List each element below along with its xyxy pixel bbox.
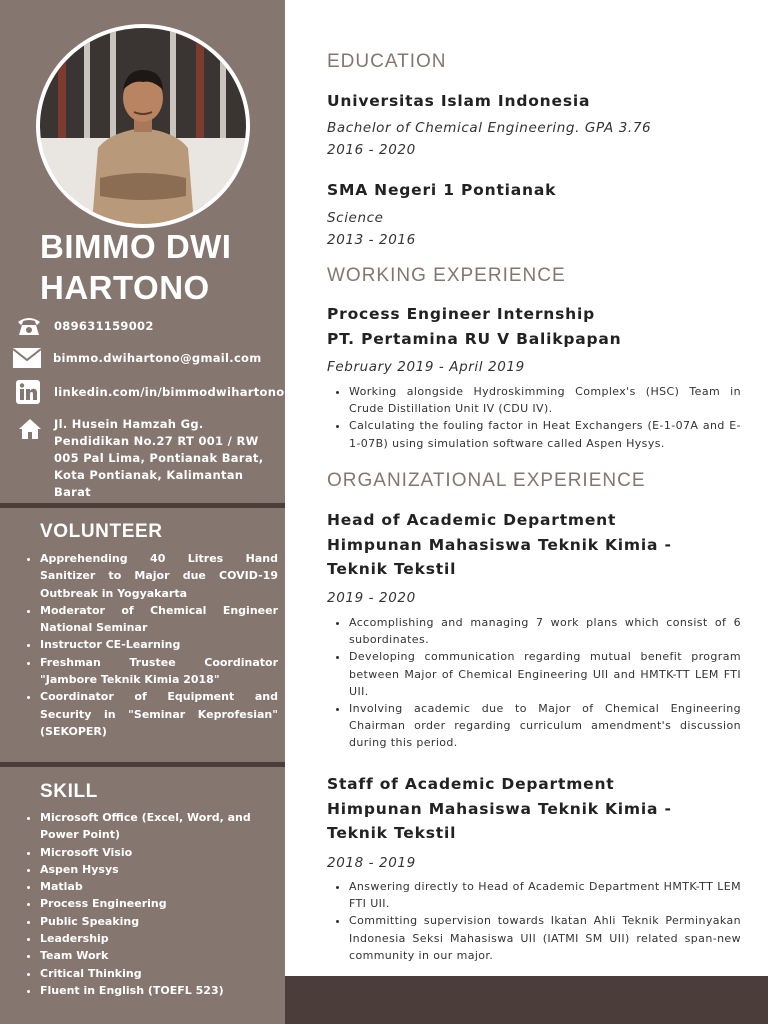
name-line-1: BIMMO DWI — [40, 228, 232, 265]
education-years: 2016 - 2020 — [327, 142, 416, 158]
sidebar-divider — [0, 503, 285, 508]
education-years: 2013 - 2016 — [327, 232, 416, 248]
list-item: • Apprehending 40 Litres Hand Sanitizer to Major due COVID-19 Outbreak in Yogyakarta — [40, 550, 278, 602]
education-institution — [327, 89, 747, 114]
list-item: • Working alongside Hydroskimming Complex's (HSC) Team in Crude Distillation Unit IV (CDU IV). — [349, 383, 741, 417]
degree-detail: Bachelor of Chemical Engineering. GPA 3.76 — [327, 120, 652, 136]
list-item: • Accomplishing and managing 7 work plans which consist of 6 subordinates. — [349, 614, 741, 648]
skill-list — [22, 809, 278, 999]
org-period — [327, 587, 747, 609]
education-heading: EDUCATION — [327, 51, 447, 72]
volunteer-heading: VOLUNTEER — [40, 521, 163, 542]
organization-name: Himpunan Mahasiswa Teknik Kimia - — [327, 535, 672, 554]
list-item: • Leadership — [40, 930, 278, 947]
education-institution — [327, 178, 747, 203]
home-icon — [18, 418, 42, 440]
role-title: Staff of Academic Department — [327, 775, 615, 793]
linkedin-icon — [16, 380, 40, 404]
list-item: • Matlab — [40, 878, 278, 895]
list-item: • Microsoft Office (Excel, Word, and Power Point) — [40, 809, 278, 844]
profile-photo — [36, 24, 250, 228]
list-item: • Committing supervision towards Ikatan Ahli Teknik Perminyakan Indonesia Seksi Mahasiswa UII (IATMI SM UII) related span-new community in our major. — [349, 912, 741, 964]
organization-name-cont: Teknik Tekstil — [327, 560, 457, 578]
main-content — [285, 0, 768, 976]
role-title: Head of Academic Department — [327, 511, 617, 529]
footer-bar — [285, 976, 768, 1024]
list-item: • Fluent in English (TOEFL 523) — [40, 982, 278, 999]
organization-name-cont: Teknik Tekstil — [327, 824, 457, 842]
work-title — [327, 302, 747, 351]
address-text: Jl. Husein Hamzah Gg. Pendidikan No.27 RT 001 / RW 005 Pal Lima, Pontianak Barat, Kota Pontianak, Kalimantan Barat — [54, 417, 264, 499]
skill-heading: SKILL — [40, 781, 98, 802]
list-item: • Instructor CE-Learning — [40, 636, 278, 653]
org-bullets — [331, 878, 741, 964]
list-item: • Developing communication regarding mutual benefit program between Major of Chemical Engineering UII and HMTK-TT LEM FTI UII. — [349, 648, 741, 700]
institution-name: SMA Negeri 1 Pontianak — [327, 181, 557, 199]
work-period — [327, 356, 747, 378]
list-item: • Freshman Trustee Coordinator "Jambore Teknik Kimia 2018" — [40, 654, 278, 689]
company-name: PT. Pertamina RU V Balikpapan — [327, 329, 622, 348]
education-details — [327, 207, 747, 251]
list-item: • Answering directly to Head of Academic Department HMTK-TT LEM FTI UII. — [349, 878, 741, 912]
period-text: 2018 - 2019 — [327, 855, 416, 871]
list-item: • Critical Thinking — [40, 965, 278, 982]
list-item: • Aspen Hysys — [40, 861, 278, 878]
name-line-2: HARTONO — [40, 269, 210, 306]
degree-detail: Science — [327, 210, 384, 226]
phone-icon — [16, 314, 42, 338]
list-item: • Team Work — [40, 947, 278, 964]
institution-name: Universitas Islam Indonesia — [327, 92, 591, 110]
linkedin-url[interactable]: linkedin.com/in/bimmodwihartono — [54, 385, 285, 399]
education-details — [327, 117, 747, 161]
list-item: • Public Speaking — [40, 913, 278, 930]
list-item: • Microsoft Visio — [40, 844, 278, 861]
list-item: • Coordinator of Equipment and Security in "Seminar Keprofesian" (SEKOPER) — [40, 688, 278, 740]
period-text: 2019 - 2020 — [327, 590, 416, 606]
org-title — [327, 508, 747, 582]
org-title — [327, 772, 747, 846]
list-item: • Moderator of Chemical Engineer National Seminar — [40, 602, 278, 637]
list-item: • Calculating the fouling factor in Heat Exchangers (E-1-07A and E-1-07B) using simulation software called Aspen Hysys. — [349, 417, 741, 451]
org-period — [327, 852, 747, 874]
work-heading: WORKING EXPERIENCE — [327, 265, 566, 286]
organization-name: Himpunan Mahasiswa Teknik Kimia - — [327, 799, 672, 818]
phone-number: 089631159002 — [54, 319, 154, 333]
volunteer-list — [22, 550, 278, 740]
sidebar — [0, 0, 285, 1024]
work-bullets — [331, 383, 741, 452]
org-heading: ORGANIZATIONAL EXPERIENCE — [327, 470, 646, 491]
org-bullets — [331, 614, 741, 752]
job-title: Process Engineer Internship — [327, 305, 596, 323]
sidebar-divider — [0, 762, 285, 767]
period-text: February 2019 - April 2019 — [327, 359, 525, 375]
mail-icon — [13, 348, 41, 368]
list-item: • Involving academic due to Major of Chemical Engineering Chairman order regarding curriculum amendment's discussion during this period. — [349, 700, 741, 752]
email-address[interactable]: bimmo.dwihartono@gmail.com — [53, 351, 262, 365]
full-name — [40, 226, 280, 308]
list-item: • Process Engineering — [40, 895, 278, 912]
